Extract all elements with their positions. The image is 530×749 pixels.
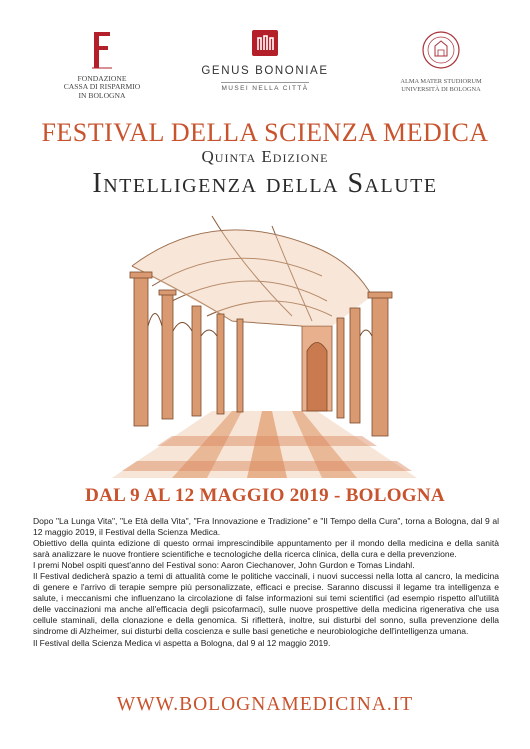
description-paragraph-4: Il Festival dedicherà spazio a temi di attualità come le politiche vaccinali, i nuovi successi nella lotta al cancro, la medicina di genere e l'arrivo di terapie sempre più personalizzate, efficaci e precise. Saranno discussi il legame tra intelligenza e salute, i meccanismi che influenzano la circolazione di false informazioni sui temi scientifici (ad esempio rispetto all'utilità delle vaccinazioni ma anche all'efficacia degli psicofarmaci), sulle nuove prospettive della medicina rigenerativa che usa cellule staminali, della clonazione e della genomica. Si rifletterà, inoltre, sui disturbi del sonno, sulla prevenzione della sindrome di Alzheimer, sui disturbi della coscienza e sulle basi genetiche e neurobiologiche dell'intelligenza umana.: [33, 571, 499, 637]
genus-bononiae-name: GENUS BONONIAE: [201, 65, 329, 77]
genus-bononiae-emblem-icon: [252, 30, 278, 56]
festival-subtitle: Intelligenza della Salute: [92, 168, 438, 199]
cloister-illustration: [112, 206, 417, 478]
description-paragraph-3: I premi Nobel ospiti quest'anno del Festival sono: Aaron Ciechanover, John Gurdon e Tomas Lindahl.: [33, 560, 415, 571]
fondazione-f-icon: [88, 30, 116, 70]
edition-label: Quinta Edizione: [201, 147, 329, 166]
fondazione-line-1: FONDAZIONE: [77, 74, 127, 83]
description-paragraph-2: Obiettivo della quinta edizione di questo ormai imprescindibile appuntamento per il mondo della medicina e della sanità sarà analizzare le nuove frontiere scientifiche e tecnologiche della ricerca clinica, della cura e della prevenzione.: [33, 538, 499, 560]
unibo-line-1: ALMA MATER STUDIORUM: [400, 78, 482, 85]
checkered-floor: [112, 411, 417, 478]
description-paragraph-1: Dopo "La Lunga Vita", "Le Età della Vita", "Fra Innovazione e Tradizione" e "Il Tempo della Cura", torna a Bologna, dal 9 al 12 maggio 2019, il Festival della Scienza Medica.: [33, 516, 499, 538]
fondazione-line-3: IN BOLOGNA: [78, 90, 126, 100]
genus-bononiae-subtitle: MUSEI NELLA CITTÀ: [221, 82, 308, 92]
description-text: [33, 516, 499, 649]
unibo-logo: [385, 30, 497, 93]
fondazione-line-2: CASSA DI RISPARMIO: [63, 82, 141, 92]
unibo-seal-icon: [421, 30, 461, 70]
genus-bononiae-logo: [195, 30, 335, 95]
website-link[interactable]: WWW.BOLOGNAMEDICINA.IT: [116, 694, 414, 715]
fondazione-logo: [52, 30, 152, 100]
description-paragraph-5: Il Festival della Scienza Medica vi aspetta a Bologna, dal 9 al 12 maggio 2019.: [33, 637, 331, 648]
unibo-line-2: UNIVERSITÀ DI BOLOGNA: [401, 85, 481, 93]
festival-title: FESTIVAL DELLA SCIENZA MEDICA: [41, 118, 489, 147]
event-dates: DAL 9 AL 12 MAGGIO 2019 - BOLOGNA: [85, 485, 445, 506]
